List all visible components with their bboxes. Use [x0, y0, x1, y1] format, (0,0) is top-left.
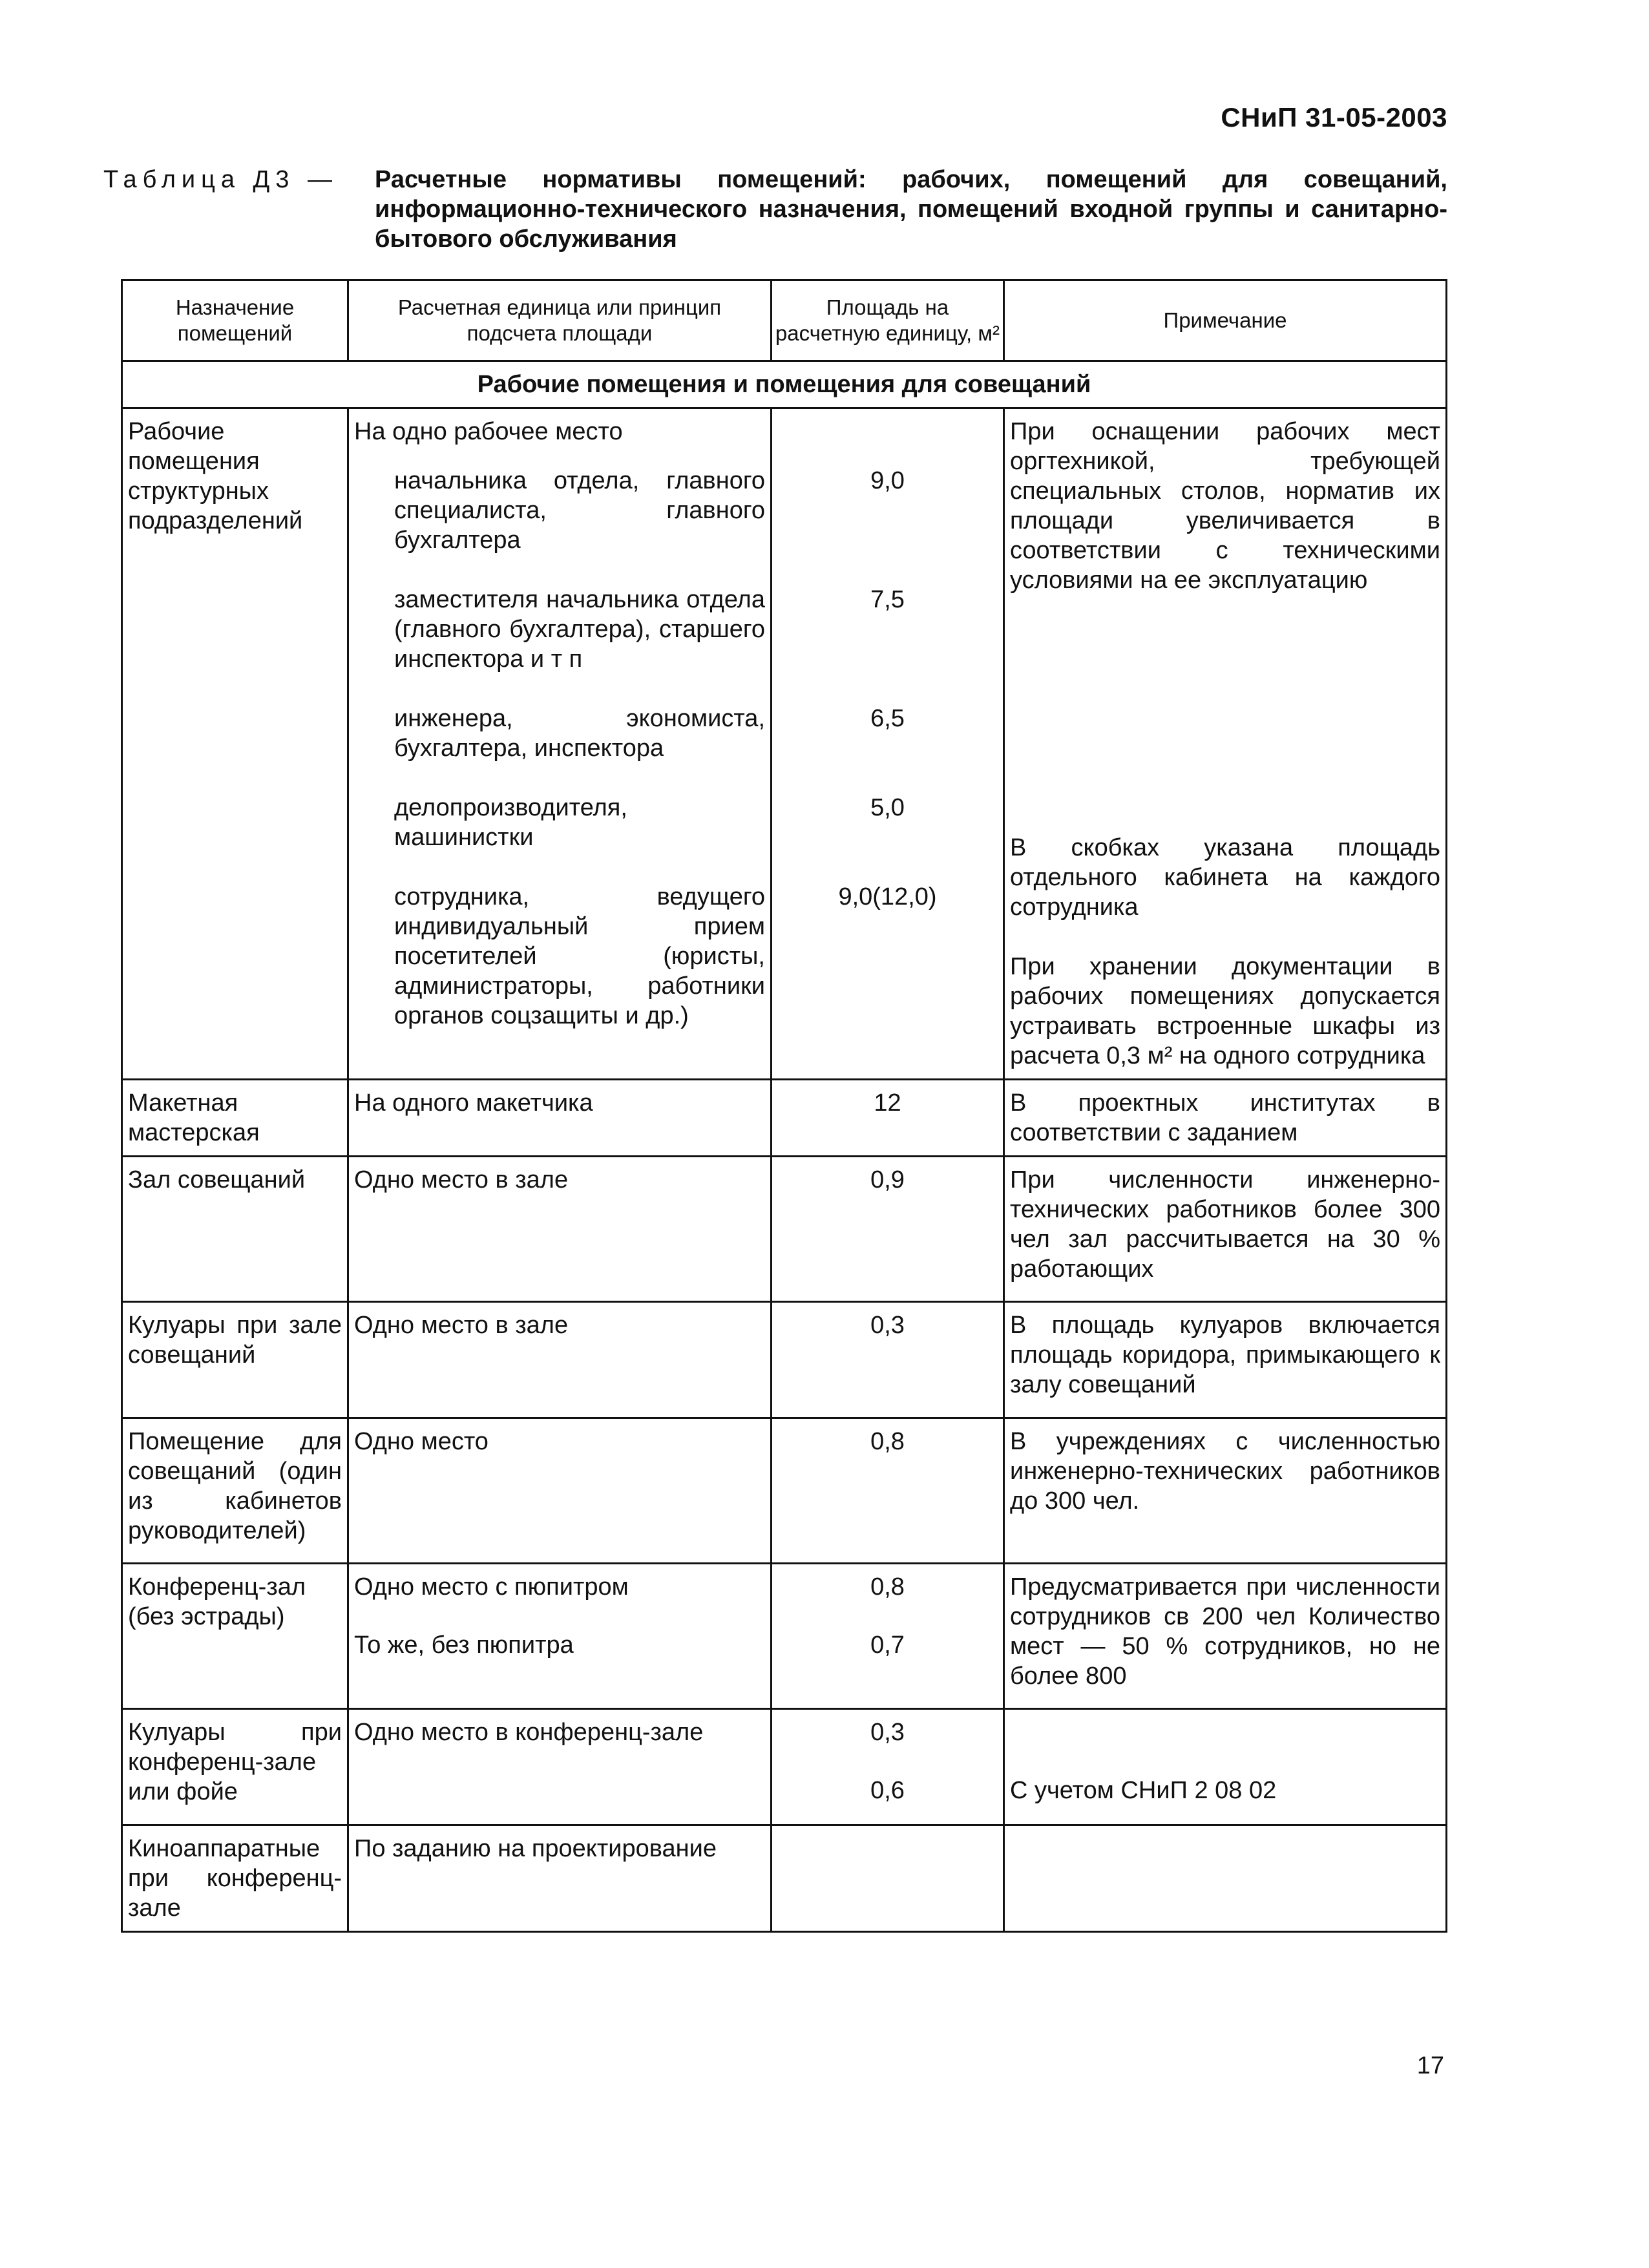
row-unit: По заданию на проектирование: [348, 1825, 772, 1932]
row-purpose: Конференц-зал (без эстрады): [122, 1564, 348, 1709]
row-unit: Одно место: [348, 1418, 772, 1564]
row-area: [772, 1709, 1004, 1825]
header-row: [122, 280, 1447, 361]
row-unit: Одно место в конференц-зале: [348, 1709, 772, 1825]
row-purpose: Рабочие помещения структурных подразделений: [122, 408, 348, 1080]
unit-item: начальника отдела, главного специалиста, главного бухгалтера: [394, 467, 765, 554]
row-note: В площадь кулуаров включается площадь коридора, примыкающего к залу совещаний: [1004, 1302, 1447, 1418]
unit-item: делопроизводителя, машинистки: [394, 794, 627, 851]
header-note: Примечание: [1004, 280, 1447, 361]
table-row: [122, 1157, 1447, 1302]
row-unit: [348, 408, 772, 1080]
unit-item: сотрудника, ведущего индивидуальный прием посетителей (юристы, администраторы, работники органов соцзащиты и др.): [394, 883, 765, 1029]
row-purpose: Зал совещаний: [122, 1157, 348, 1302]
caption-title: Расчетные нормативы помещений: рабочих, помещений для совещаний, информационно-технического назначения, помещений входной группы и санитарно-бытового обслуживания: [375, 166, 1447, 253]
row-area: [772, 408, 1004, 1080]
row-unit: Одно место в зале: [348, 1157, 772, 1302]
row-unit: Одно место в зале: [348, 1302, 772, 1418]
header-purpose: Назначение помещений: [122, 280, 348, 361]
table-row: [122, 1080, 1447, 1157]
area-value: 0,6: [870, 1777, 905, 1804]
row-purpose: Кулуары при зале совещаний: [122, 1302, 348, 1418]
row-unit: На одного макетчика: [348, 1080, 772, 1157]
table-row: [122, 1709, 1447, 1825]
norms-table: [121, 279, 1447, 1933]
unit-item: заместителя начальника отдела (главного бухгалтера), старшего инспектора и т п: [394, 586, 765, 673]
row-note: Предусматривается при численности сотрудников св 200 чел Количество мест — 50 % сотрудников, но не более 800: [1004, 1564, 1447, 1709]
unit-item: инженера, экономиста, бухгалтера, инспектора: [394, 705, 765, 762]
row-area: [772, 1825, 1004, 1932]
row-note: [1004, 1825, 1447, 1932]
row-area: 0,9: [772, 1157, 1004, 1302]
row-area: 0,8: [772, 1418, 1004, 1564]
row-area: 12: [772, 1080, 1004, 1157]
header-unit: Расчетная единица или принцип подсчета площади: [348, 280, 772, 361]
row-note: В учреждениях с численностью инженерно-технических работников до 300 чел.: [1004, 1418, 1447, 1564]
caption-prefix: Таблица Д3 —: [103, 166, 338, 193]
row-note: В проектных институтах в соответствии с заданием: [1004, 1080, 1447, 1157]
area-value: 0,3: [870, 1719, 905, 1746]
table-row: [122, 408, 1447, 1080]
area-value: 5,0: [870, 794, 905, 821]
row-note: При численности инженерно-технических работников более 300 чел зал рассчитывается на 30 % работающих: [1004, 1157, 1447, 1302]
table-row: [122, 1302, 1447, 1418]
row-area: [772, 1564, 1004, 1709]
table-row: [122, 1418, 1447, 1564]
row-area: 0,3: [772, 1302, 1004, 1418]
row-note: [1004, 1709, 1447, 1825]
page-number: 17: [1416, 2052, 1444, 2079]
note-text: При оснащении рабочих мест оргтехникой, требующей специальных столов, норматив их площади увеличивается в соответствии с техническими условиями на ее эксплуатацию: [1010, 418, 1440, 594]
area-value: 9,0(12,0): [838, 883, 937, 910]
area-value: 0,8: [870, 1573, 905, 1601]
section-row: [122, 361, 1447, 408]
unit-item: Одно место с пюпитром: [354, 1573, 629, 1601]
area-value: 9,0: [870, 467, 905, 494]
header-area: Площадь на расчетную единицу, м²: [772, 280, 1004, 361]
unit-item: То же, без пюпитра: [354, 1632, 574, 1659]
table-row: [122, 1825, 1447, 1932]
unit-intro: На одно рабочее место: [354, 418, 623, 445]
table-row: [122, 1564, 1447, 1709]
document-code: СНиП 31-05-2003: [1221, 102, 1447, 132]
area-value: 0,7: [870, 1632, 905, 1659]
note-text: В скобках указана площадь отдельного кабинета на каждого сотрудника: [1010, 834, 1440, 921]
section-title: Рабочие помещения и помещения для совещаний: [122, 361, 1447, 408]
row-unit: [348, 1564, 772, 1709]
area-value: 6,5: [870, 705, 905, 732]
row-note: [1004, 408, 1447, 1080]
area-value: 7,5: [870, 586, 905, 613]
row-purpose: Макетная мастерская: [122, 1080, 348, 1157]
row-purpose: Помещение для совещаний (один из кабинетов руководителей): [122, 1418, 348, 1564]
row-purpose: Киноаппаратные при конференц-зале: [122, 1825, 348, 1932]
note-text: С учетом СНиП 2 08 02: [1010, 1777, 1277, 1804]
row-purpose: Кулуары при конференц-зале или фойе: [122, 1709, 348, 1825]
note-text: При хранении документации в рабочих помещениях допускается устраивать встроенные шкафы из расчета 0,3 м² на одного сотрудника: [1010, 953, 1440, 1069]
